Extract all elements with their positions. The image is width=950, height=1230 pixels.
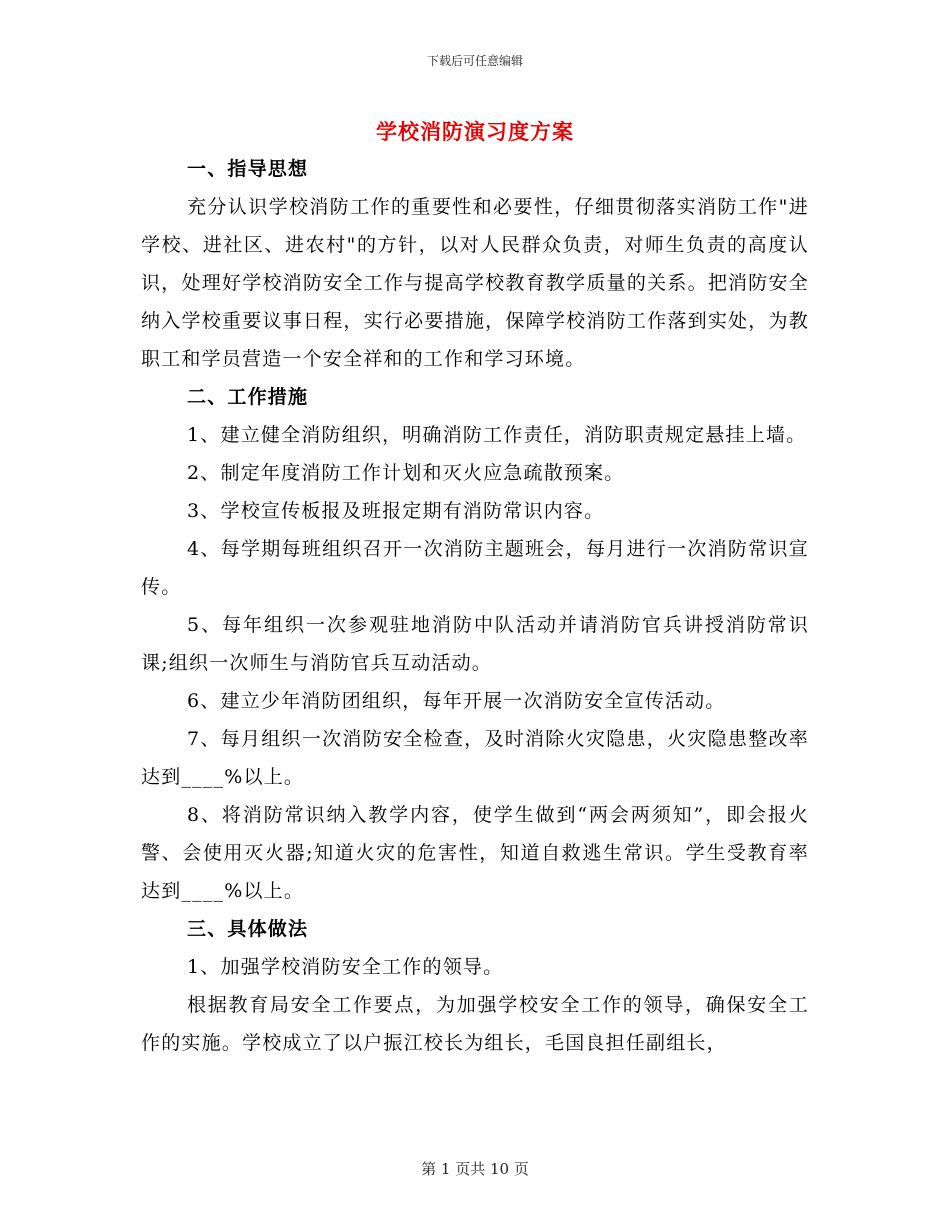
page-footer: 第 1 页共 10 页 [421,1160,529,1178]
section-heading: 二、工作措施 [187,386,309,408]
list-item: 3、学校宣传板报及班报定期有消防常识内容。 [187,500,605,522]
list-item: 1、建立健全消防组织，明确消防工作责任，消防职责规定悬挂上墙。 [187,424,807,446]
paragraph: 根据教育局安全工作要点，为加强学校安全工作的领导，确保安全工作的实施。学校成立了以户振江校长为组长，毛国良担任副组长， [141,994,809,1054]
document-body [141,150,809,1062]
list-item: 4、每学期每班组织召开一次消防主题班会，每月进行一次消防常识宣传。 [141,538,809,598]
paragraph: 充分认识学校消防工作的重要性和必要性，仔细贯彻落实消防工作"进学校、进社区、进农村"的方针，以对人民群众负责，对师生负责的高度认识，处理好学校消防安全工作与提高学校教育教学质量的关系。把消防安全纳入学校重要议事日程，实行必要措施，保障学校消防工作落到实处，为教职工和学员营造一个安全祥和的工作和学习环境。 [141,196,809,370]
document-title: 学校消防演习度方案 [376,119,574,144]
list-item: 2、制定年度消防工作计划和灭火应急疏散预案。 [187,462,625,484]
list-item: 6、建立少年消防团组织，每年开展一次消防安全宣传活动。 [187,690,726,712]
list-item: 7、每月组织一次消防安全检查，及时消除火灾隐患，火灾隐患整改率达到____%以上。 [141,728,809,788]
list-item: 8、将消防常识纳入教学内容，使学生做到“两会两须知”，即会报火警、会使用灭火器;知道火灾的危害性，知道自救逃生常识。学生受教育率达到____%以上。 [141,804,809,902]
page-header: 下载后可任意编辑 [426,54,523,68]
list-item: 5、每年组织一次参观驻地消防中队活动并请消防官兵讲授消防常识课;组织一次师生与消防官兵互动活动。 [141,614,809,674]
list-item: 1、加强学校消防安全工作的领导。 [187,956,504,978]
section-heading: 三、具体做法 [187,918,309,940]
section-heading: 一、指导思想 [187,158,309,180]
